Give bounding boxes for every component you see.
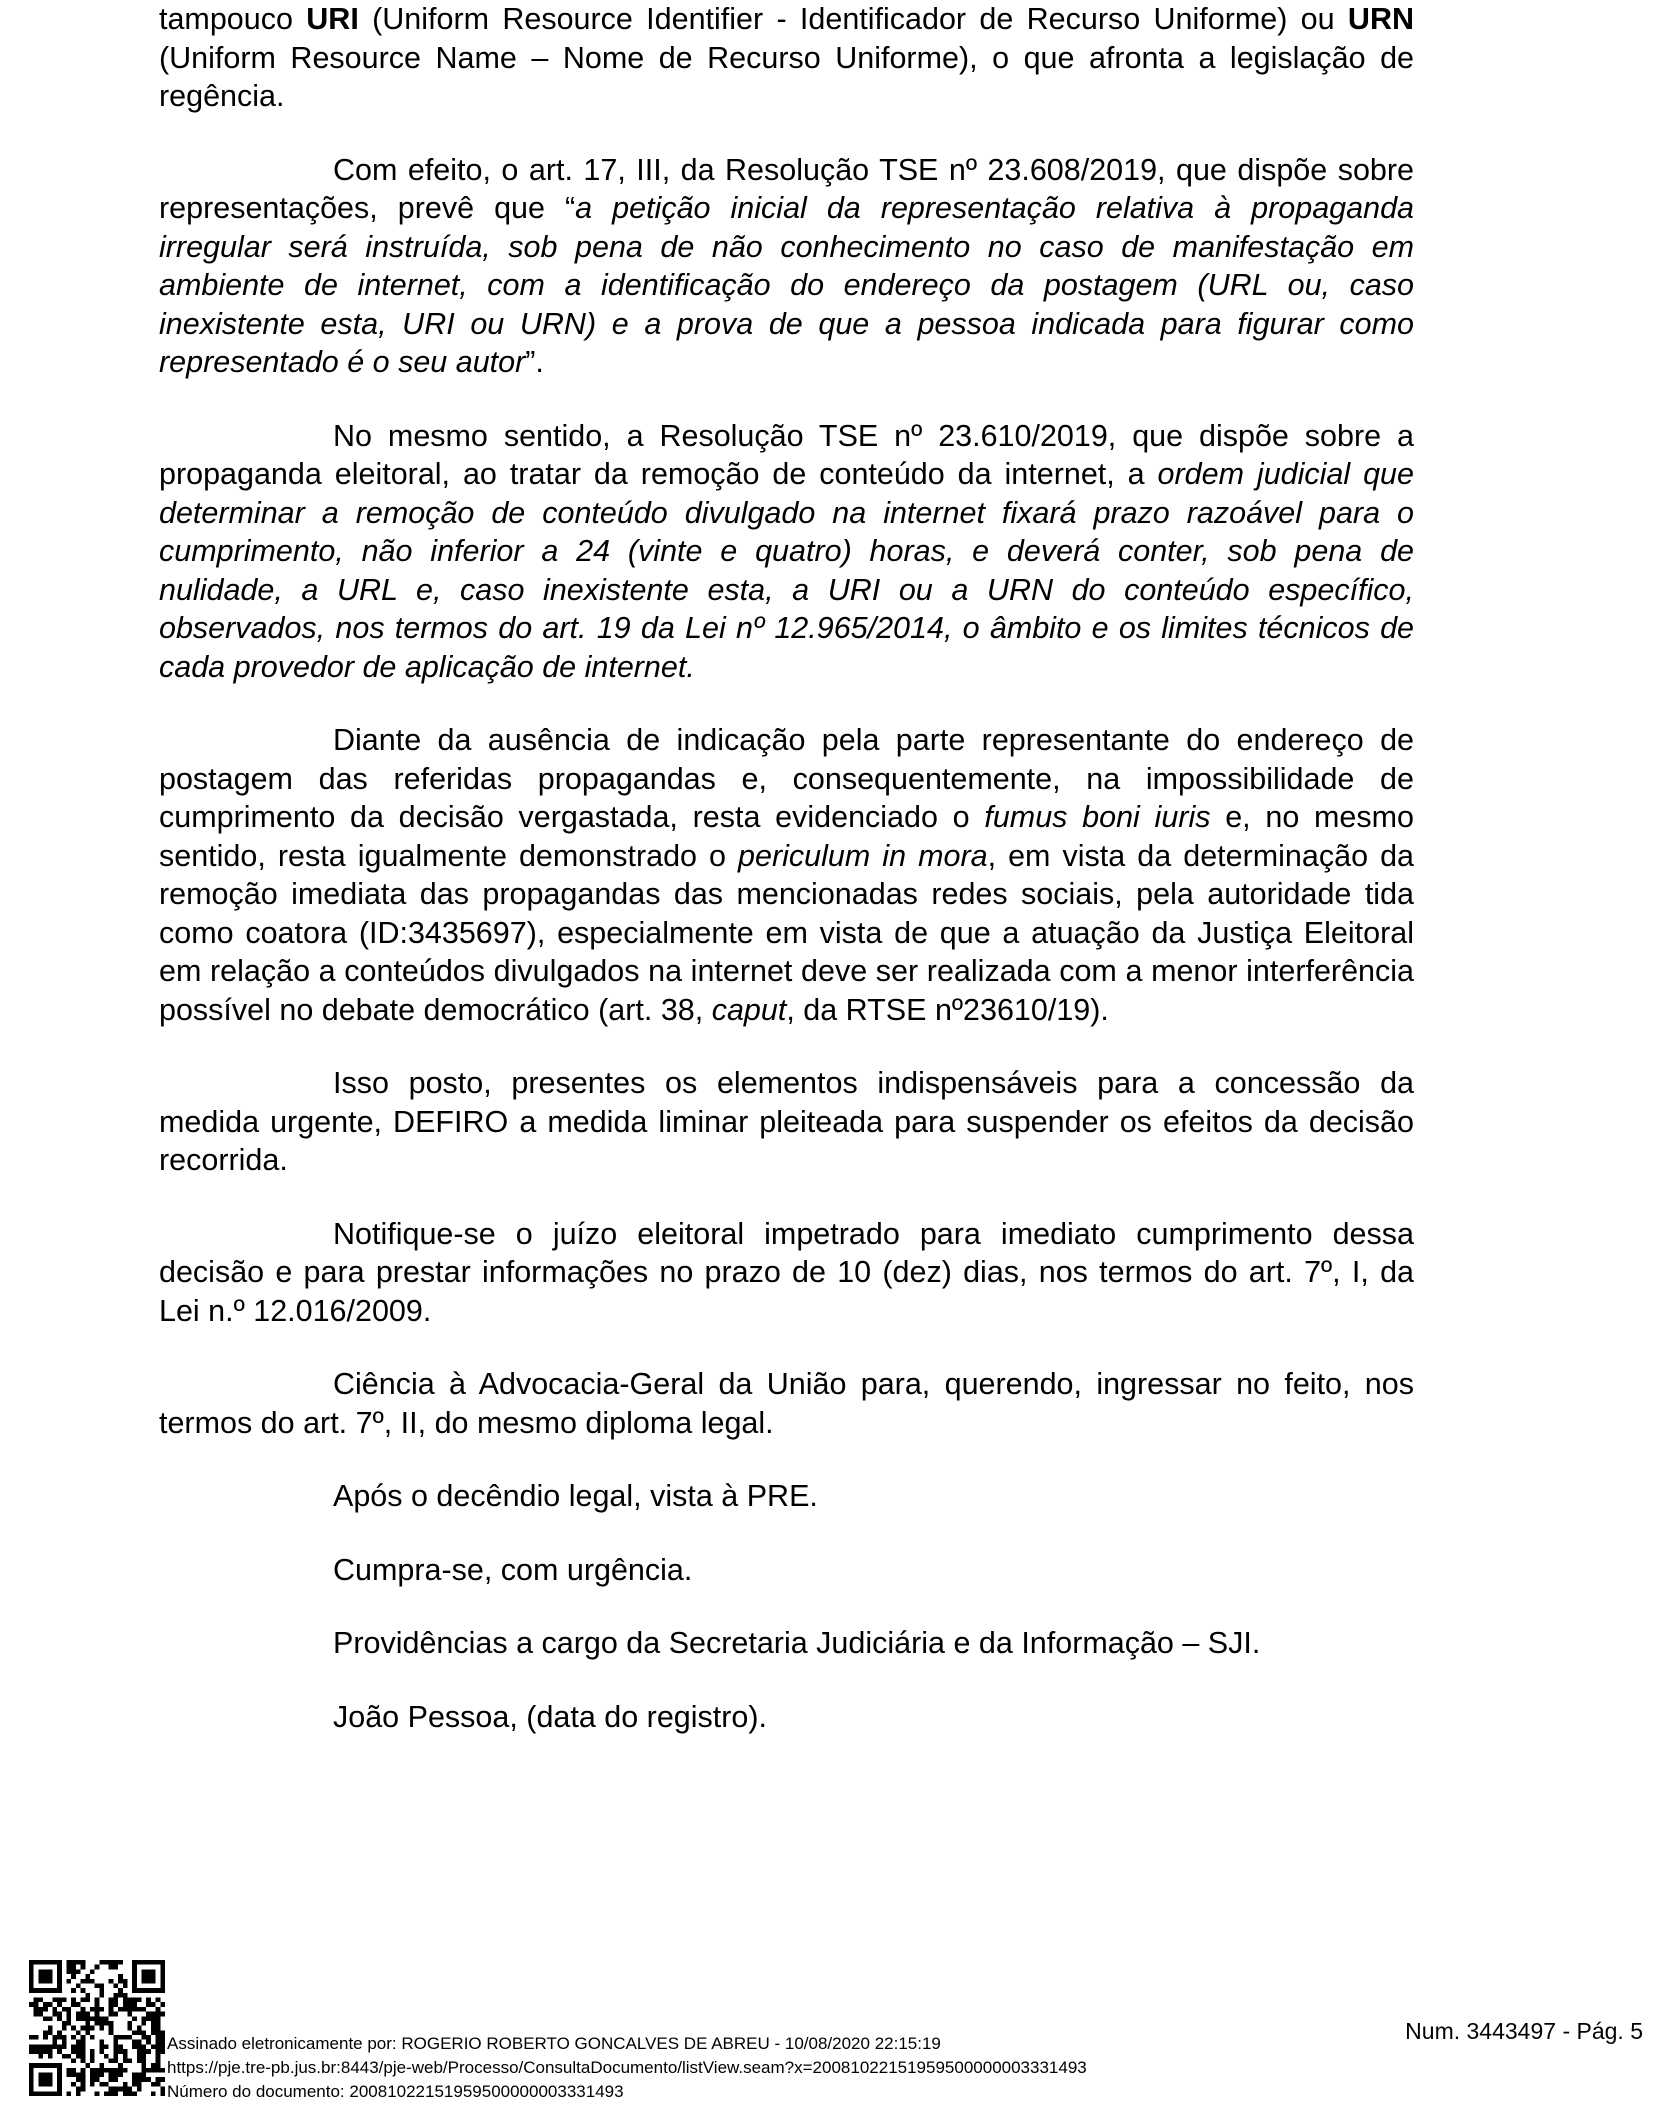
text-segment: Diante da ausência de indicação pela parte representante do endereço de postagem das referidas propagandas e, consequentemente, na impossibilidade de cumprimento da decisão vergastada, resta evidenciado o bbox=[159, 723, 1414, 834]
signed-by-text: Assinado eletronicamente por: ROGERIO ROBERTO GONCALVES DE ABREU - 10/08/2020 22:15:19 bbox=[167, 2034, 941, 2053]
bold-text: URI bbox=[306, 2, 359, 36]
text-segment: Notifique-se o juízo eleitoral impetrado para imediato cumprimento dessa decisão e para prestar informações no prazo de 10 (dez) dias, nos termos do art. 7º, I, da Lei n.º 12.016/2009. bbox=[159, 1216, 1414, 1328]
italic-text: ordem judicial que determinar a remoção de conteúdo divulgado na internet fixará prazo razoável para o cumprimento, não inferior a 24 (vinte e quatro) horas, e deverá conter, sob pena de nulidade, a URL e, caso inexistente esta, a URI ou a URN do conteúdo específico, observados, nos termos do art. 19 da Lei nº 12.965/2014, o âmbito e os limites técnicos de cada provedor de aplicação de internet. bbox=[159, 457, 1414, 684]
text-segment: Com efeito, o art. 17, III, da Resolução TSE nº 23.608/2019, que dispõe sobre representações, prevê que “ bbox=[159, 152, 1414, 225]
paragraph bbox=[159, 151, 1414, 382]
text-segment: (Uniform Resource Identifier - Identificador de Recurso Uniforme) ou bbox=[358, 2, 1348, 36]
paragraph bbox=[159, 1365, 1414, 1442]
italic-text: fumus boni iuris bbox=[984, 800, 1211, 834]
document-url-link[interactable]: https://pje.tre-pb.jus.br:8443/pje-web/Processo/ConsultaDocumento/listView.seam?x=20081022151959500000003331493 bbox=[167, 2058, 1087, 2077]
italic-text: caput bbox=[711, 992, 787, 1027]
italic-text: periculum in mora bbox=[738, 838, 988, 873]
page-number: Num. 3443497 - Pág. 5 bbox=[1405, 2018, 1643, 2044]
paragraph bbox=[159, 1624, 1414, 1663]
text-segment: Ciência à Advocacia-Geral da União para, querendo, ingressar no feito, nos termos do art. 7º, II, do mesmo diploma legal. bbox=[159, 1367, 1414, 1440]
text-segment: No mesmo sentido, a Resolução TSE nº 23.610/2019, que dispõe sobre a propaganda eleitoral, ao tratar da remoção de conteúdo da internet, a bbox=[159, 418, 1414, 491]
italic-text: a petição inicial da representação relativa à propaganda irregular será instruída, sob pena de não conhecimento no caso de manifestação em ambiente de internet, com a identificação do endereço da postagem (URL ou, caso inexistente esta, URI ou URN) e a prova de que a pessoa indicada para figurar como representado é o seu autor bbox=[159, 191, 1414, 379]
paragraph bbox=[159, 1698, 1414, 1737]
text-segment: ”. bbox=[525, 345, 544, 379]
paragraph bbox=[159, 0, 1414, 116]
paragraph bbox=[159, 1064, 1414, 1180]
paragraph bbox=[159, 417, 1414, 687]
text-segment: João Pessoa, (data do registro). bbox=[333, 1699, 768, 1734]
document-number-text: Número do documento: 20081022151959500000003331493 bbox=[167, 2082, 624, 2101]
text-segment: e, no mesmo sentido, resta igualmente demonstrado o bbox=[159, 800, 1415, 873]
text-segment: Providências a cargo da Secretaria Judiciária e da Informação – SJI. bbox=[333, 1626, 1261, 1660]
text-segment: , da RTSE nº23610/19). bbox=[786, 992, 1109, 1027]
qr-code-icon[interactable] bbox=[29, 1960, 165, 2096]
text-segment: tampouco bbox=[159, 2, 307, 36]
text-segment: Cumpra-se, com urgência. bbox=[333, 1552, 693, 1587]
document-body bbox=[159, 0, 1414, 1736]
bold-text: URN bbox=[1347, 2, 1415, 36]
paragraph bbox=[159, 1215, 1414, 1331]
text-segment: , em vista da determinação da remoção imediata das propagandas das mencionadas redes sociais, pela autoridade tida como coatora (ID:3435697), especialmente em vista de que a atuação da Justiça Eleitoral em relação a conteúdos divulgados na internet deve ser realizada com a menor interferência possível no debate democrático (art. 38, bbox=[159, 838, 1414, 1027]
text-segment: Isso posto, presentes os elementos indispensáveis para a concessão da medida urgente, DEFIRO a medida liminar pleiteada para suspender os efeitos da decisão recorrida. bbox=[159, 1066, 1414, 1177]
paragraph bbox=[159, 1477, 1414, 1516]
paragraph bbox=[159, 721, 1414, 1029]
paragraph bbox=[159, 1551, 1414, 1590]
text-segment: (Uniform Resource Name – Nome de Recurso Uniforme), o que afronta a legislação de regência. bbox=[159, 40, 1414, 113]
text-segment: Após o decêndio legal, vista à PRE. bbox=[333, 1479, 818, 1513]
